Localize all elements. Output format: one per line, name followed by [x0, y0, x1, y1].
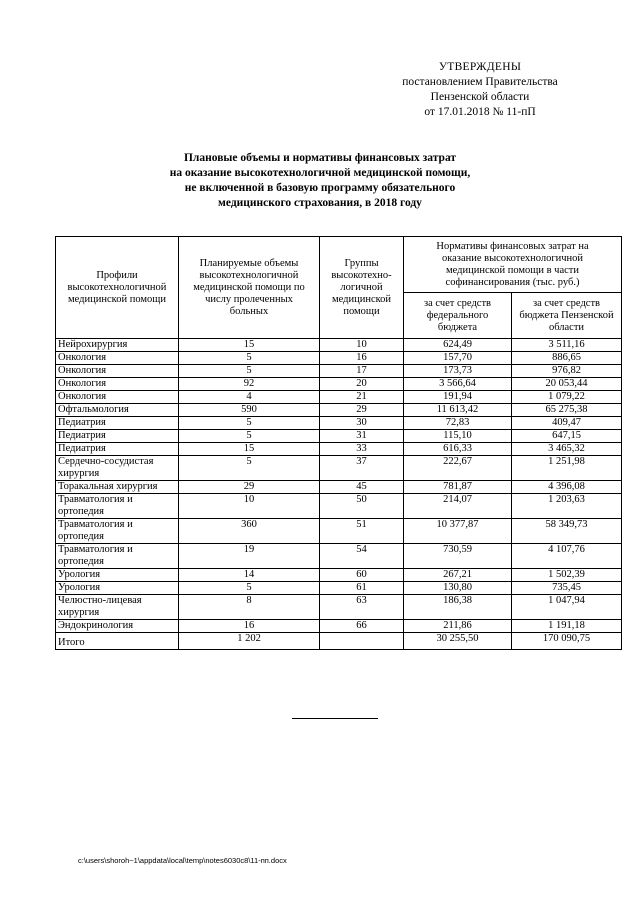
cell-planned: 15: [179, 443, 320, 456]
cell-profile: Педиатрия: [56, 430, 179, 443]
cell-group: 50: [320, 494, 404, 519]
end-rule: [292, 718, 378, 719]
table-row: [56, 620, 622, 633]
cell-group: 20: [320, 378, 404, 391]
cell-planned: 5: [179, 582, 320, 595]
file-path: c:\users\shoroh~1\appdata\local\temp\notes6030c8\11-пп.docx: [78, 856, 287, 865]
cell-federal: 130,80: [404, 582, 512, 595]
cell-planned: 5: [179, 365, 320, 378]
cell-profile: Торакальная хирургия: [56, 481, 179, 494]
cell-regional: 735,45: [512, 582, 622, 595]
cell-regional: 20 053,44: [512, 378, 622, 391]
norms-table: [55, 236, 622, 650]
approval-line: Пензенской области: [430, 91, 530, 103]
cell-planned: 590: [179, 404, 320, 417]
cell-group: 30: [320, 417, 404, 430]
cell-planned: 5: [179, 430, 320, 443]
cell-group: 17: [320, 365, 404, 378]
cell-planned: 5: [179, 456, 320, 481]
cell-group: 66: [320, 620, 404, 633]
cell-profile: Педиатрия: [56, 443, 179, 456]
cell-regional: 3 465,32: [512, 443, 622, 456]
cell-profile: Педиатрия: [56, 417, 179, 430]
cell-federal: 616,33: [404, 443, 512, 456]
table-row: [56, 352, 622, 365]
cell-planned: 19: [179, 544, 320, 569]
cell-regional: 1 191,18: [512, 620, 622, 633]
cell-regional: 409,47: [512, 417, 622, 430]
cell-group: 33: [320, 443, 404, 456]
cell-federal: 11 613,42: [404, 404, 512, 417]
table-row: [56, 481, 622, 494]
table-row: [56, 391, 622, 404]
cell-profile: Челюстно-лицевая хирургия: [56, 595, 179, 620]
cell-regional: 170 090,75: [512, 633, 622, 650]
cell-federal: 115,10: [404, 430, 512, 443]
header-planned: Планируемые объемы высокотехнологичной медицинской помощи по числу пролеченных больных: [179, 237, 320, 339]
cell-profile: Травматология и ортопедия: [56, 519, 179, 544]
cell-regional: 3 511,16: [512, 339, 622, 352]
cell-regional: 1 203,63: [512, 494, 622, 519]
table-row: [56, 404, 622, 417]
table-row: [56, 339, 622, 352]
cell-regional: 1 251,98: [512, 456, 622, 481]
document-title: [120, 151, 520, 211]
title-line: не включенной в базовую программу обязательного: [184, 182, 456, 194]
cell-planned: 5: [179, 352, 320, 365]
cell-federal: 191,94: [404, 391, 512, 404]
cell-planned: 29: [179, 481, 320, 494]
cell-regional: 4 107,76: [512, 544, 622, 569]
approval-line: постановлением Правительства: [402, 76, 558, 88]
cell-planned: 8: [179, 595, 320, 620]
cell-profile: Сердечно-сосудистая хирургия: [56, 456, 179, 481]
cell-group: 37: [320, 456, 404, 481]
cell-group: 54: [320, 544, 404, 569]
approval-stamp: [380, 60, 580, 120]
title-line: медицинского страхования, в 2018 году: [218, 197, 422, 209]
cell-federal: 3 566,64: [404, 378, 512, 391]
header-federal: за счет средств федерального бюджета: [404, 293, 512, 339]
table-row: [56, 544, 622, 569]
cell-regional: 1 502,39: [512, 569, 622, 582]
table-row: [56, 595, 622, 620]
cell-federal: 157,70: [404, 352, 512, 365]
header-norms: Нормативы финансовых затрат на оказание высокотехнологичной медицинской помощи в части софинансирования (тыс. руб.): [404, 237, 622, 293]
cell-regional: 1 079,22: [512, 391, 622, 404]
cell-group: 16: [320, 352, 404, 365]
cell-profile: Онкология: [56, 352, 179, 365]
table-row: [56, 365, 622, 378]
cell-group: 63: [320, 595, 404, 620]
cell-group: 29: [320, 404, 404, 417]
title-line: Плановые объемы и нормативы финансовых затрат: [183, 152, 457, 164]
cell-group: 21: [320, 391, 404, 404]
cell-planned: 5: [179, 417, 320, 430]
cell-profile: Урология: [56, 582, 179, 595]
cell-profile: Онкология: [56, 391, 179, 404]
cell-group: [320, 633, 404, 650]
cell-group: 60: [320, 569, 404, 582]
cell-federal: 222,67: [404, 456, 512, 481]
approval-heading: УТВЕРЖДЕНЫ: [438, 61, 522, 73]
cell-profile: Травматология и ортопедия: [56, 494, 179, 519]
cell-group: 31: [320, 430, 404, 443]
cell-group: 10: [320, 339, 404, 352]
cell-planned: 16: [179, 620, 320, 633]
table-row: [56, 494, 622, 519]
cell-planned: 4: [179, 391, 320, 404]
cell-planned: 360: [179, 519, 320, 544]
cell-regional: 976,82: [512, 365, 622, 378]
table-row: [56, 569, 622, 582]
cell-profile: Итого: [56, 633, 179, 650]
cell-federal: 730,59: [404, 544, 512, 569]
cell-regional: 1 047,94: [512, 595, 622, 620]
cell-federal: 10 377,87: [404, 519, 512, 544]
cell-profile: Онкология: [56, 365, 179, 378]
cell-planned: 10: [179, 494, 320, 519]
cell-federal: 186,38: [404, 595, 512, 620]
table-row: [56, 582, 622, 595]
total-row: [56, 633, 622, 650]
header-regional: за счет средств бюджета Пензенской области: [512, 293, 622, 339]
table-row: [56, 430, 622, 443]
cell-group: 61: [320, 582, 404, 595]
cell-regional: 58 349,73: [512, 519, 622, 544]
cell-profile: Офтальмология: [56, 404, 179, 417]
table-row: [56, 519, 622, 544]
header-profile: Профили высокотехнологичной медицинской помощи: [56, 237, 179, 339]
cell-federal: 173,73: [404, 365, 512, 378]
cell-group: 51: [320, 519, 404, 544]
cell-federal: 781,87: [404, 481, 512, 494]
cell-profile: Травматология и ортопедия: [56, 544, 179, 569]
header-group: Группы высокотехно-логичной медицинской помощи: [320, 237, 404, 339]
cell-federal: 214,07: [404, 494, 512, 519]
cell-federal: 72,83: [404, 417, 512, 430]
cell-planned: 1 202: [179, 633, 320, 650]
table-row: [56, 456, 622, 481]
cell-planned: 15: [179, 339, 320, 352]
cell-federal: 30 255,50: [404, 633, 512, 650]
table-row: [56, 443, 622, 456]
cell-planned: 14: [179, 569, 320, 582]
cell-regional: 65 275,38: [512, 404, 622, 417]
table-body: [56, 339, 622, 650]
title-line: на оказание высокотехнологичной медицинской помощи,: [169, 167, 471, 179]
cell-profile: Урология: [56, 569, 179, 582]
cell-group: 45: [320, 481, 404, 494]
cell-regional: 4 396,08: [512, 481, 622, 494]
cell-federal: 624,49: [404, 339, 512, 352]
cell-profile: Нейрохирургия: [56, 339, 179, 352]
cell-federal: 211,86: [404, 620, 512, 633]
cell-regional: 647,15: [512, 430, 622, 443]
approval-date: от 17.01.2018 № 11-пП: [424, 106, 536, 118]
cell-profile: Онкология: [56, 378, 179, 391]
table-row: [56, 378, 622, 391]
cell-regional: 886,65: [512, 352, 622, 365]
cell-planned: 92: [179, 378, 320, 391]
cell-federal: 267,21: [404, 569, 512, 582]
cell-profile: Эндокринология: [56, 620, 179, 633]
table-row: [56, 417, 622, 430]
